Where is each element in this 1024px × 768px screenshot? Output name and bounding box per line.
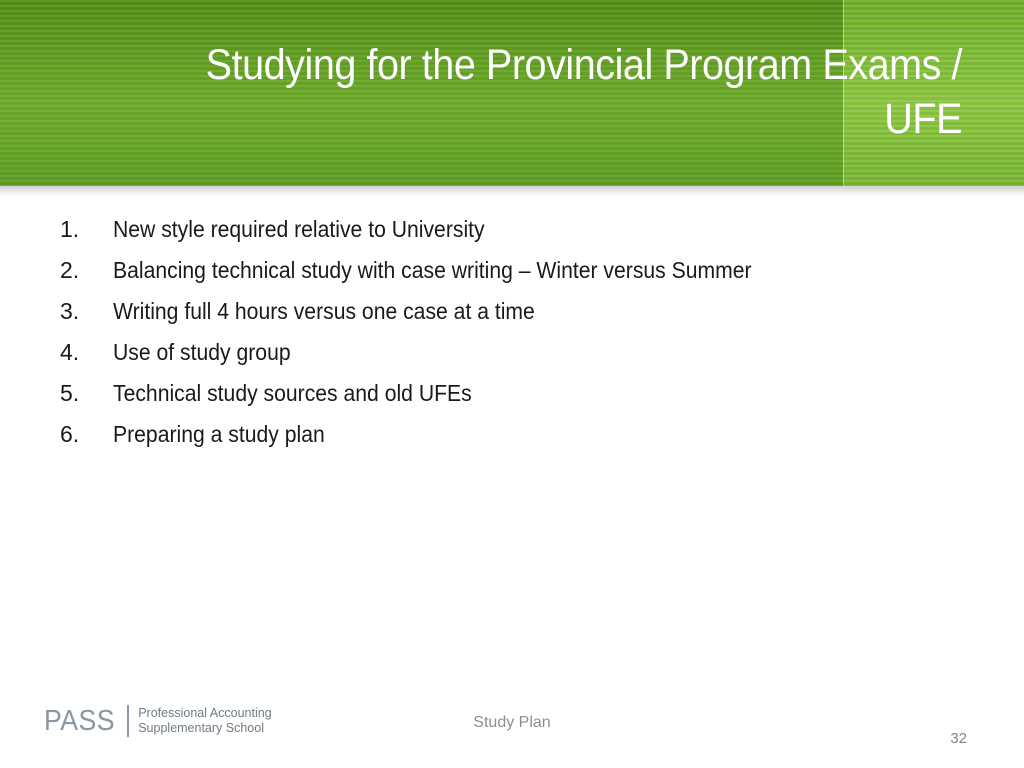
logo-subtitle-line2: Supplementary School <box>138 721 264 735</box>
logo-wordmark: PASS <box>44 704 116 737</box>
list-item-number: 4. <box>60 339 80 365</box>
logo-subtitle <box>138 706 271 736</box>
list-item-text: Balancing technical study with case writing – Winter versus Summer <box>113 257 752 283</box>
list-item <box>60 333 960 374</box>
list-item-number: 3. <box>60 298 80 324</box>
list-item <box>60 374 960 415</box>
list-item <box>60 210 960 251</box>
slide-title: Studying for the Provincial Program Exams / UFE <box>205 41 962 143</box>
list-item <box>60 251 960 292</box>
list-item-number: 6. <box>60 421 80 447</box>
numbered-list <box>60 210 960 456</box>
list-item-number: 5. <box>60 380 80 406</box>
slide-number: 32 <box>950 730 967 747</box>
list-item <box>60 292 960 333</box>
list-item <box>60 415 960 456</box>
logo-divider <box>127 705 129 737</box>
header-shadow <box>0 186 1024 196</box>
list-item-text: Preparing a study plan <box>113 421 325 447</box>
list-item-number: 2. <box>60 257 80 283</box>
pass-logo <box>44 700 272 742</box>
list-item-text: Writing full 4 hours versus one case at a time <box>113 298 535 324</box>
footer-section-label: Study Plan <box>473 714 551 731</box>
list-item-number: 1. <box>60 216 80 242</box>
logo-subtitle-line1: Professional Accounting <box>138 706 272 720</box>
list-item-text: New style required relative to University <box>113 216 485 242</box>
list-item-text: Use of study group <box>113 339 291 365</box>
list-item-text: Technical study sources and old UFEs <box>113 380 472 406</box>
